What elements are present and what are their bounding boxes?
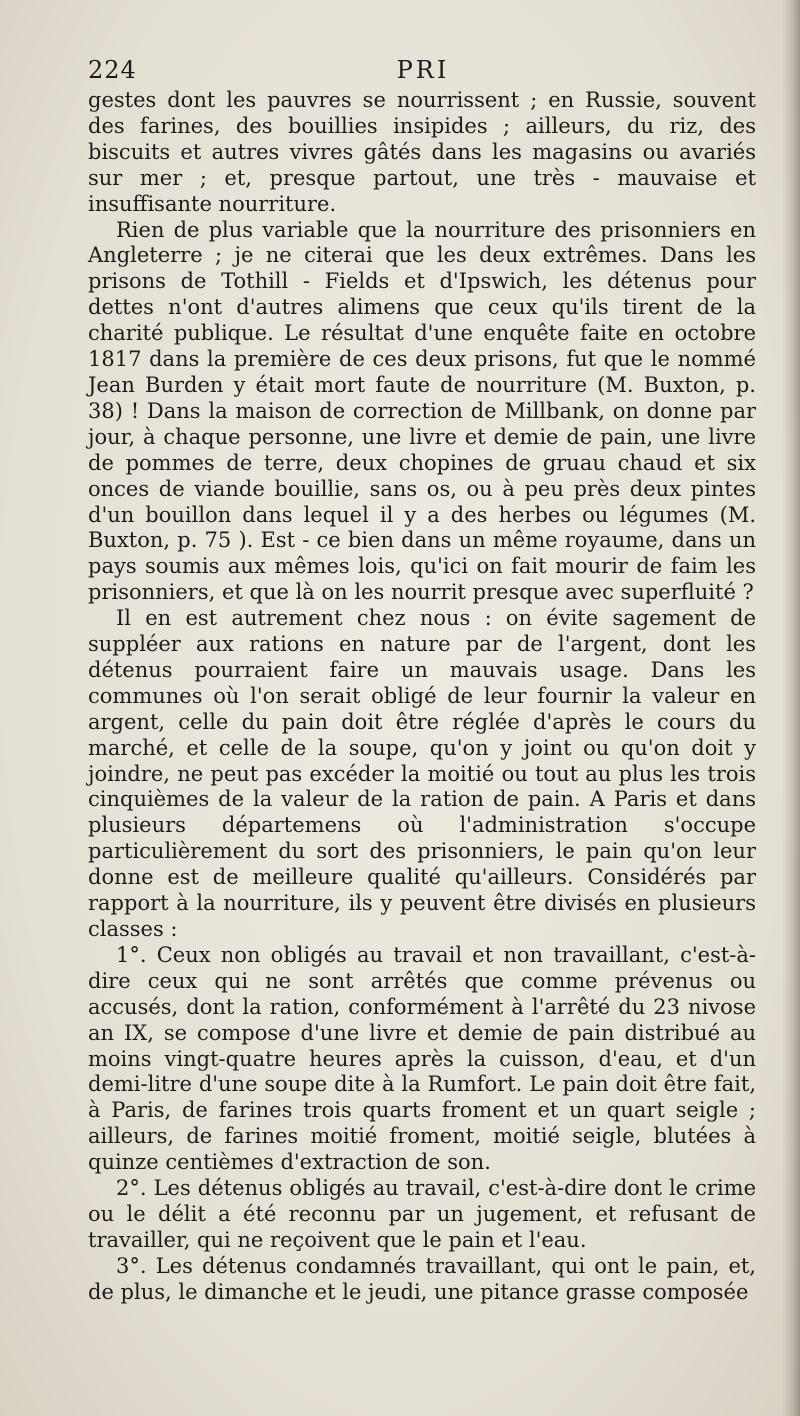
paragraph-class-2: 2°. Les détenus obligés au travail, c'est-à-dire dont le crime ou le délit a été reconnu par un jugement, et refusant de travailler, qui ne reçoivent que le pain et l'eau. xyxy=(88,1176,756,1252)
page-number: 224 xyxy=(88,56,137,84)
paragraph-class-3: 3°. Les détenus condamnés travaillant, qui ont le pain, et, de plus, le dimanche et le jeudi, une pitance grasse composée xyxy=(88,1253,756,1304)
paragraph-class-1: 1°. Ceux non obligés au travail et non travaillant, c'est-à-dire ceux qui ne sont arrêtés que comme prévenus ou accusés, dont la ration, conformément à l'arrêté du 23 nivose an IX, se compose d'une livre et demie de pain distribué au moins vingt-quatre heures après la cuisson, d'eau, et d'un demi-litre d'une soupe dite à la Rumfort. Le pain doit être fait, à Paris, de farines trois quarts froment et un quart seigle ; ailleurs, de farines moitié froment, moitié seigle, blutées à quinze centièmes d'extraction de son. xyxy=(88,942,756,1175)
paragraph-continued: gestes dont les pauvres se nourrissent ; en Russie, souvent des farines, des bouillies insipides ; ailleurs, du riz, des biscuits et autres vivres gâtés dans les magasins ou avariés sur mer ; et, presque partout, une très - mauvaise et insuffisante nourriture. xyxy=(88,88,756,216)
paragraph-france-rations: Il en est autrement chez nous : on évite sagement de suppléer aux rations en nature par de l'argent, dont les détenus pourraient faire un mauvais usage. Dans les communes où l'on serait obligé de leur fournir la valeur en argent, celle du pain doit être réglée d'après le cours du marché, et celle de la soupe, qu'on y joint ou qu'on doit y joindre, ne peut pas excéder la moitié ou tout au plus les trois cinquièmes de la valeur de la ration de pain. A Paris et dans plusieurs départemens où l'administration s'occupe particulièrement du sort des prisonniers, le pain qu'on leur donne est de meilleure qualité qu'ailleurs. Considérés par rapport à la nourriture, ils y peuvent être divisés en plusieurs classes : xyxy=(88,606,756,941)
running-head: PRI xyxy=(396,56,450,84)
page-gutter-shadow xyxy=(782,0,800,1416)
page-header xyxy=(88,56,758,92)
body-text xyxy=(88,88,756,1306)
paragraph-england-prisons: Rien de plus variable que la nourriture des prisonniers en Angleterre ; je ne citerai que les deux extrêmes. Dans les prisons de Tothill - Fields et d'Ipswich, les détenus pour dettes n'ont d'autres alimens que ceux qu'ils tirent de la charité publique. Le résultat d'une enquête faite en octobre 1817 dans la première de ces deux prisons, fut que le nommé Jean Burden y était mort faute de nourriture (M. Buxton, p. 38) ! Dans la maison de correction de Millbank, on donne par jour, à chaque personne, une livre et demie de pain, une livre de pommes de terre, deux chopines de gruau chaud et six onces de viande bouillie, sans os, ou à peu près deux pintes d'un bouillon dans lequel il y a des herbes ou légumes (M. Buxton, p. 75 ). Est - ce bien dans un même royaume, dans un pays soumis aux mêmes lois, qu'ici on fait mourir de faim les prisonniers, et que là on les nourrit presque avec superfluité ? xyxy=(88,217,756,605)
